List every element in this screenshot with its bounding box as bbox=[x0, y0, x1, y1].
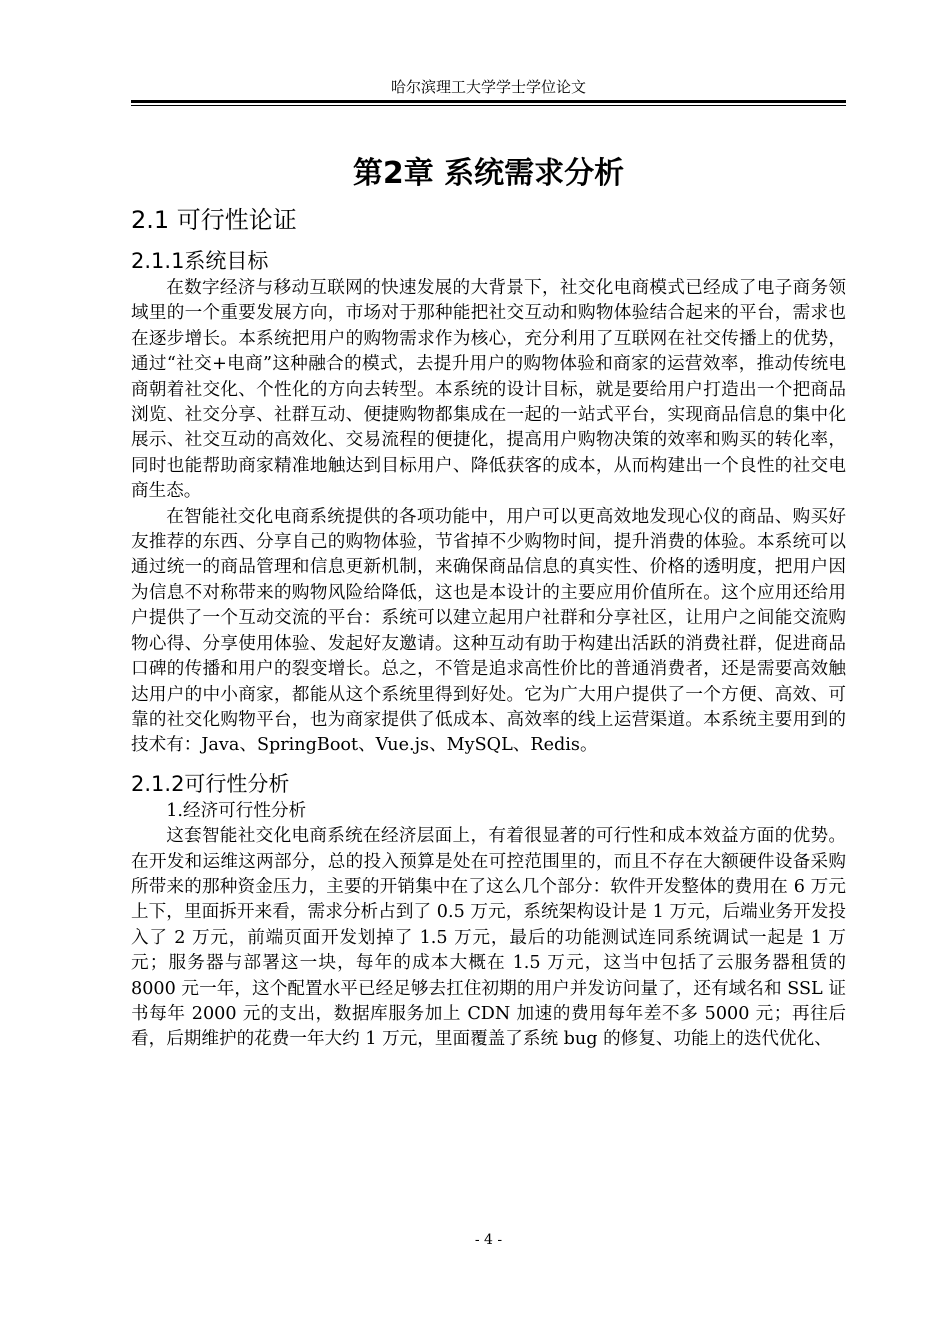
paragraph-system-goal: 在数字经济与移动互联网的快速发展的大背景下，社交化电商模式已经成了电子商务领域里的一个重要发展方向，市场对于那种能把社交互动和购物体验结合起来的平台，需求也在逐步增长。本系统把用户的购物需求作为核心，充分利用了互联网在社交传播上的优势，通过“社交+电商”这种融合的模式，去提升用户的购物体验和商家的运营效率，推动传统电商朝着社交化、个性化的方向去转型。本系统的设计目标，就是要给用户打造出一个把商品浏览、社交分享、社群互动、便捷购物都集成在一起的一站式平台，实现商品信息的集中化展示、社交互动的高效化、交易流程的便捷化，提高用户购物决策的效率和购买的转化率，同时也能帮助商家精准地触达到目标用户、降低获客的成本，从而构建出一个良性的社交电商生态。 bbox=[131, 278, 846, 502]
subsection-title-2-1-1: 2.1.1系统目标 bbox=[131, 249, 269, 273]
chapter-title: 第2章 系统需求分析 bbox=[352, 156, 625, 191]
page-content bbox=[131, 150, 846, 1053]
running-header: 哈尔滨理工大学学士学位论文 bbox=[390, 78, 586, 96]
section-title-2-1: 2.1 可行性论证 bbox=[131, 206, 297, 234]
page-number: - 4 - bbox=[474, 1232, 503, 1248]
subsection-title-2-1-2: 2.1.2可行性分析 bbox=[131, 771, 290, 796]
paragraph-system-value: 在智能社交化电商系统提供的各项功能中，用户可以更高效地发现心仪的商品、购买好友推荐的东西、分享自己的购物体验，节省掉不少购物时间，提升消费的体验。本系统可以通过统一的商品管理和信息更新机制，来确保商品信息的真实性、价格的透明度，把用户因为信息不对称带来的购物风险给降低，这也是本设计的主要应用价值所在。这个应用还给用户提供了一个互动交流的平台：系统可以建立起用户社群和分享社区，让用户之间能交流购物心得、分享使用体验、发起好友邀请。这种互动有助于构建出活跃的消费社群，促进商品口碑的传播和用户的裂变增长。总之，不管是追求高性价比的普通消费者，还是需要高效触达用户的中小商家，都能从这个系统里得到好处。它为广大用户提供了一个方便、高效、可靠的社交化购物平台，也为商家提供了低成本、高效率的线上运营渠道。本系统主要用到的技术有：Java、SpringBoot、Vue.js、MySQL、Redis。 bbox=[131, 506, 846, 756]
paragraph-economic-feasibility: 这套智能社交化电商系统在经济层面上，有着很显著的可行性和成本效益方面的优势。在开发和运维这两部分，总的投入预算是处在可控范围里的，而且不存在大额硬件设备采购所带来的那种资金压力，主要的开销集中在了这么几个部分：软件开发整体的费用在 6 万元上下，里面拆开来看，需求分析占到了 0.5 万元，系统架构设计是 1 万元，后端业务开发投入了 2 万元，前端页面开发划掉了 1.5 万元，最后的功能测试连同系统调试一起是 1 万元；服务器与部署这一块，每年的成本大概在 1.5 万元，这当中包括了云服务器租赁的 8000 元一年，这个配置水平已经足够去扛住初期的用户并发访问量了，还有域名和 SSL 证书每年 2000 元的支出，数据库服务加上 CDN 加速的费用每年差不多 5000 元；再往后看，后期维护的花费一年大约 1 万元，里面覆盖了系统 bug 的修复、功能上的迭代优化、 bbox=[131, 826, 846, 1050]
header-rule-thick bbox=[131, 100, 846, 103]
item-heading-economic-feasibility: 1.经济可行性分析 bbox=[166, 800, 307, 821]
header-rule-thin bbox=[131, 105, 846, 106]
